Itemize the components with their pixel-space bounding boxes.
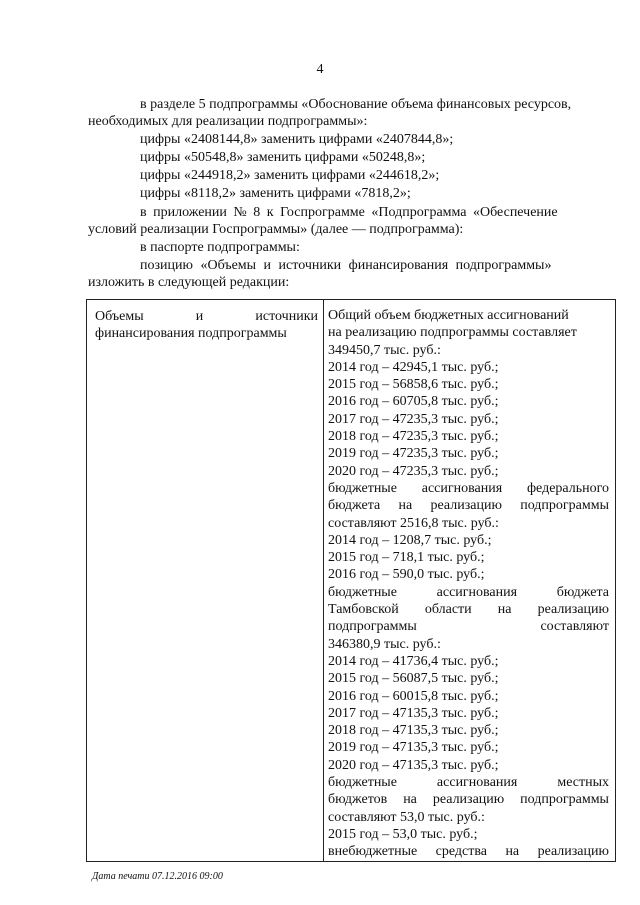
left-word-1: Объемы xyxy=(95,309,144,324)
right-cell-line: 2015 год – 56087,5 тыс. руб.; xyxy=(328,671,499,687)
right-cell-line: 2015 год – 56858,6 тыс. руб.; xyxy=(328,377,499,393)
right-cell-word: подпрограммы xyxy=(520,792,609,808)
right-cell-word: местных xyxy=(557,775,609,791)
right-cell-line: 2017 год – 47135,3 тыс. руб.; xyxy=(328,705,499,721)
right-cell-line: 2016 год – 60705,8 тыс. руб.; xyxy=(328,394,499,410)
right-cell-line: 2020 год – 47135,3 тыс. руб.; xyxy=(328,757,499,773)
right-cell-word: бюджетные xyxy=(328,480,397,496)
left-cell-line-1 xyxy=(95,308,318,325)
right-cell-line xyxy=(328,843,609,860)
page-number: 4 xyxy=(316,62,324,77)
right-cell-line xyxy=(328,618,609,635)
right-cell-line: 2019 год – 47135,3 тыс. руб.; xyxy=(328,740,499,756)
right-cell-word: внебюджетные xyxy=(328,844,418,860)
right-cell-line: 2015 год – 718,1 тыс. руб.; xyxy=(328,550,485,566)
left-word-2: и xyxy=(195,309,204,324)
position-line-2: изложить в следующей редакции: xyxy=(88,275,290,290)
right-cell-word: бюджетные xyxy=(328,584,397,600)
print-date-footer: Дата печати 07.12.2016 09:00 xyxy=(92,871,223,882)
right-cell-word: составляют xyxy=(540,619,609,635)
right-cell-word: реализацию xyxy=(537,844,609,860)
replacement-line-1: цифры «2408144,8» заменить цифрами «2407844,8»; xyxy=(140,132,454,147)
right-cell-word: подпрограммы xyxy=(520,498,609,514)
right-cell-word: средства xyxy=(435,844,488,860)
replacement-line-2: цифры «50548,8» заменить цифрами «50248,8»; xyxy=(140,150,426,165)
right-cell-line: 2018 год – 47235,3 тыс. руб.; xyxy=(328,429,499,445)
right-cell-word: на xyxy=(497,602,512,618)
replacement-line-3: цифры «244918,2» заменить цифрами «244618,2»; xyxy=(140,168,440,183)
table-right-cell xyxy=(324,300,615,861)
left-word-3: источники xyxy=(255,309,318,324)
right-cell-line: 2014 год – 42945,1 тыс. руб.; xyxy=(328,359,499,375)
right-cell-line: 346380,9 тыс. руб.: xyxy=(328,636,441,652)
position-line-1: позицию «Объемы и источники финансирования подпрограммы» xyxy=(140,258,552,273)
right-cell-word: ассигнования xyxy=(436,775,518,791)
right-cell-word: ассигнования xyxy=(436,584,518,600)
right-cell-line: составляют 53,0 тыс. руб.: xyxy=(328,809,485,825)
right-cell-line xyxy=(328,791,609,808)
paragraph-section5-line2: необходимых для реализации подпрограммы»: xyxy=(88,114,368,129)
right-cell-line xyxy=(328,497,609,514)
right-cell-line xyxy=(328,584,609,601)
right-cell-word: федерального xyxy=(526,480,609,496)
left-cell-line-2: финансирования подпрограммы xyxy=(95,326,287,341)
right-cell-word: на xyxy=(505,844,520,860)
financing-table xyxy=(86,299,616,862)
right-cell-line: 2017 год – 47235,3 тыс. руб.; xyxy=(328,411,499,427)
right-cell-line: на реализацию подпрограммы составляет xyxy=(328,325,577,341)
right-cell-line: 2014 год – 1208,7 тыс. руб.; xyxy=(328,532,492,548)
right-cell-word: подпрограммы xyxy=(328,619,417,635)
right-cell-line: 2016 год – 60015,8 тыс. руб.; xyxy=(328,688,499,704)
right-cell-line: Общий объем бюджетных ассигнований xyxy=(328,308,569,323)
right-cell-word: реализацию xyxy=(430,498,502,514)
right-cell-word: бюджета xyxy=(328,498,381,514)
right-cell-line: 2018 год – 47135,3 тыс. руб.; xyxy=(328,723,499,739)
right-cell-word: реализацию xyxy=(537,602,609,618)
right-cell-line: 2016 год – 590,0 тыс. руб.; xyxy=(328,567,485,583)
right-cell-word: области xyxy=(424,602,472,618)
right-cell-line: 2020 год – 47235,3 тыс. руб.; xyxy=(328,463,499,479)
right-cell-word: бюджетные xyxy=(328,775,397,791)
right-cell-line xyxy=(328,774,609,791)
right-cell-word: на xyxy=(398,498,413,514)
right-cell-line: 349450,7 тыс. руб.: xyxy=(328,342,441,358)
right-cell-line: 2019 год – 47235,3 тыс. руб.; xyxy=(328,446,499,462)
appendix-line-2: условий реализации Госпрограммы» (далее — подпрограмма): xyxy=(88,222,464,237)
right-cell-line xyxy=(328,601,609,618)
right-cell-word: на xyxy=(403,792,417,808)
right-cell-word: реализацию xyxy=(432,792,505,808)
right-cell-line: составляют 2516,8 тыс. руб.: xyxy=(328,515,499,531)
right-cell-line: 2014 год – 41736,4 тыс. руб.; xyxy=(328,653,499,669)
right-cell-word: Тамбовской xyxy=(328,602,399,618)
table-left-cell xyxy=(87,300,324,861)
right-cell-word: бюджета xyxy=(556,584,609,600)
paragraph-section5-line1: в разделе 5 подпрограммы «Обоснование объема финансовых ресурсов, xyxy=(140,97,572,112)
passport-line: в паспорте подпрограммы: xyxy=(140,240,300,255)
right-cell-line: 2015 год – 53,0 тыс. руб.; xyxy=(328,826,478,842)
replacement-line-4: цифры «8118,2» заменить цифрами «7818,2»; xyxy=(140,186,411,201)
right-cell-word: ассигнования xyxy=(421,480,503,496)
appendix-line-1: в приложении № 8 к Госпрограмме «Подпрограмма «Обеспечение xyxy=(140,205,558,220)
right-cell-line xyxy=(328,480,609,497)
right-cell-word: бюджетов xyxy=(328,792,388,808)
